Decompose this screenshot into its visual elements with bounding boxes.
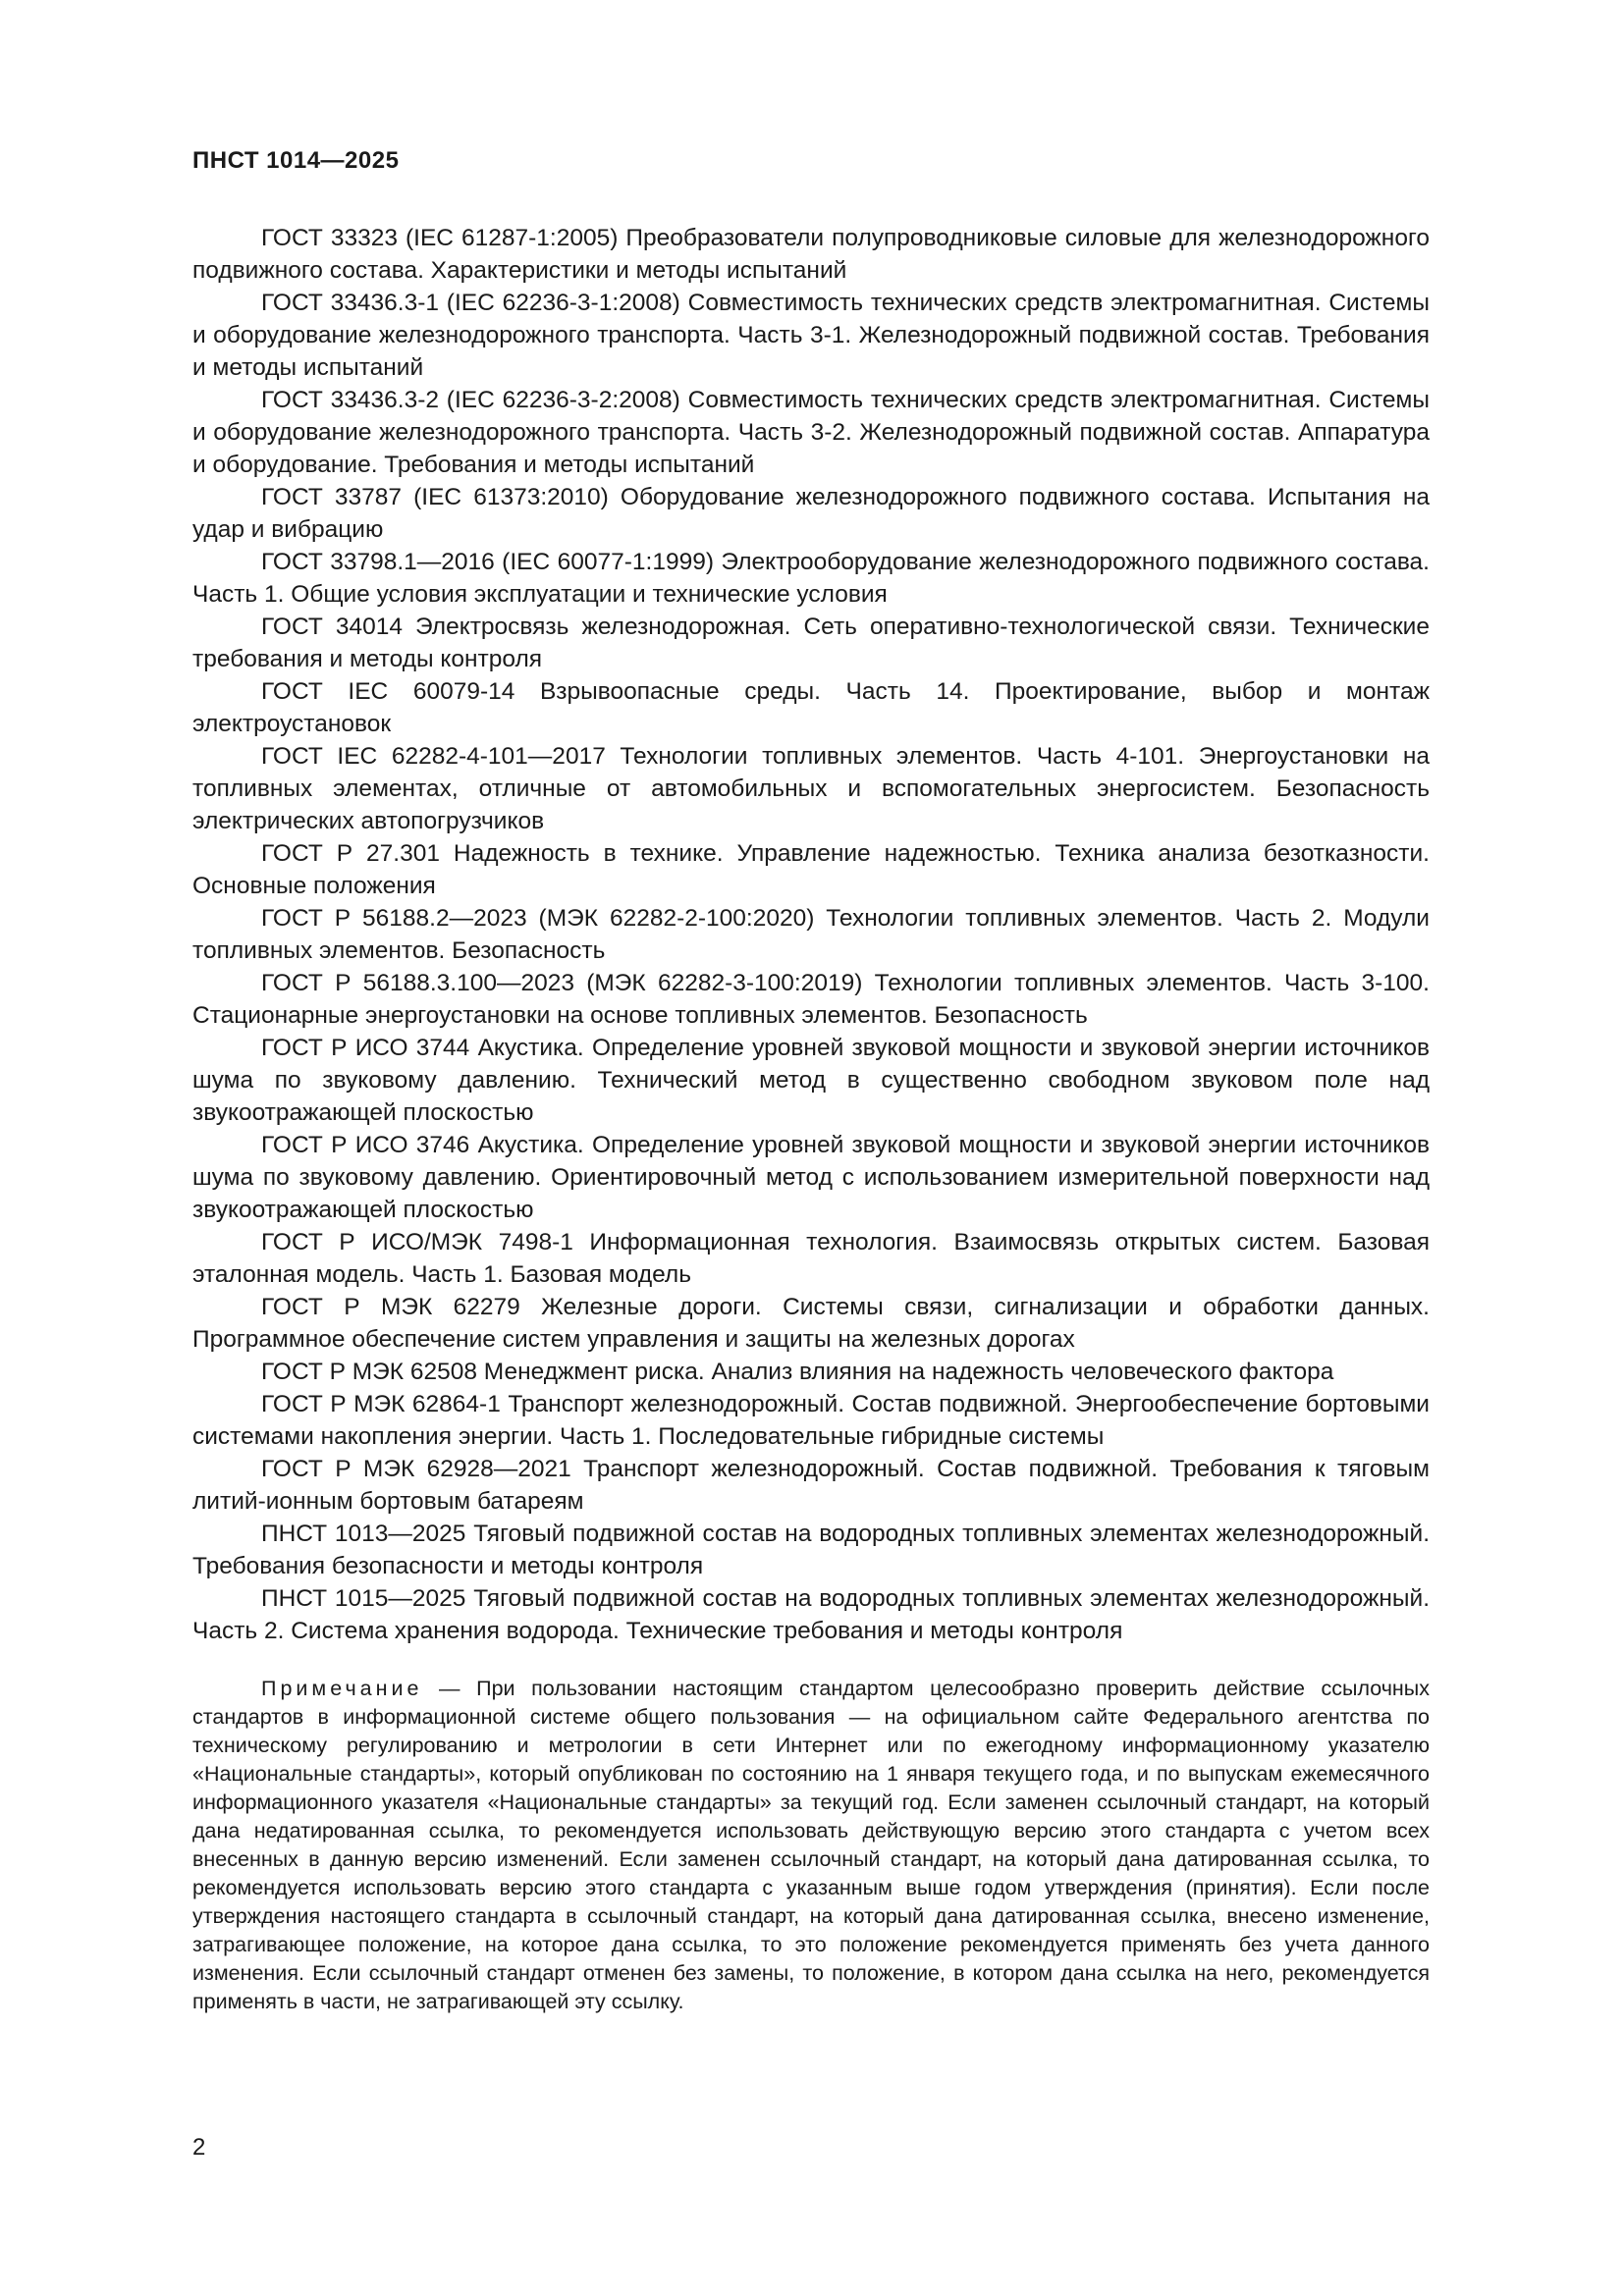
note-text: — При пользовании настоящим стандартом целесообразно проверить действие ссылочных стандартов в информационной системе общего пользования — на официальном сайте Федерального агентства по техническому регулированию и метрологии в сети Интернет или по ежегодному информационному указателю «Национальные стандарты», который опубликован по состоянию на 1 января текущего года, и по выпускам ежемесячного информационного указателя «Национальные стандарты» за текущий год. Если заменен ссылочный стандарт, на который дана недатированная ссылка, то рекомендуется использовать действующую версию этого стандарта с учетом всех внесенных в данную версию изменений. Если заменен ссылочный стандарт, на который дана датированная ссылка, то рекомендуется использовать версию этого стандарта с указанным выше годом утверждения (принятия). Если после утверждения настоящего стандарта в ссылочный стандарт, на который дана датированная ссылка, внесено изменение, затрагивающее положение, на которое дана ссылка, то это положение рекомендуется применять без учета данного изменения. Если ссылочный стандарт отменен без замены, то положение, в котором дана ссылка на него, рекомендуется применять в части, не затрагивающей эту ссылку. [192, 1677, 1430, 2013]
reference-item: ГОСТ 33787 (IEC 61373:2010) Оборудование железнодорожного подвижного состава. Испытания на удар и вибрацию [192, 484, 1430, 543]
reference-item: ГОСТ Р МЭК 62508 Менеджмент риска. Анализ влияния на надежность человеческого фактора [261, 1359, 1334, 1385]
reference-item: ПНСТ 1015—2025 Тяговый подвижной состав на водородных топливных элементах железнодорожный. Часть 2. Система хранения водорода. Технические требования и методы контроля [192, 1585, 1430, 1644]
reference-item: ГОСТ 33436.3-2 (IEC 62236-3-2:2008) Совместимость технических средств электромагнитная. Системы и оборудование железнодорожного транспорта. Часть 3-2. Железнодорожный подвижной состав. Аппаратура и оборудование. Требования и методы испытаний [192, 387, 1430, 478]
reference-item: ГОСТ IEC 62282-4-101—2017 Технологии топливных элементов. Часть 4-101. Энергоустановки на топливных элементах, отличные от автомобильных и вспомогательных энергосистем. Безопасность электрических автопогрузчиков [192, 743, 1430, 834]
reference-item: ГОСТ 33323 (IEC 61287-1:2005) Преобразователи полупроводниковые силовые для железнодорожного подвижного состава. Характеристики и методы испытаний [192, 225, 1430, 284]
reference-item: ГОСТ Р 27.301 Надежность в технике. Управление надежностью. Техника анализа безотказности. Основные положения [192, 840, 1430, 899]
page-number: 2 [192, 2134, 206, 2161]
reference-item: ГОСТ 34014 Электросвязь железнодорожная. Сеть оперативно-технологической связи. Технические требования и методы контроля [192, 614, 1430, 672]
note-label: Примечание [261, 1677, 423, 1700]
page-header-doc-code: ПНСТ 1014—2025 [192, 147, 400, 174]
note-paragraph [192, 1675, 1430, 2016]
reference-item: ГОСТ Р ИСО/МЭК 7498-1 Информационная технология. Взаимосвязь открытых систем. Базовая эталонная модель. Часть 1. Базовая модель [192, 1229, 1430, 1288]
reference-item: ГОСТ Р ИСО 3744 Акустика. Определение уровней звуковой мощности и звуковой энергии источников шума по звуковому давлению. Технический метод в существенно свободном звуковом поле над звукоотражающей плоскостью [192, 1035, 1430, 1126]
reference-item: ГОСТ Р МЭК 62279 Железные дороги. Системы связи, сигнализации и обработки данных. Программное обеспечение систем управления и защиты на железных дорогах [192, 1294, 1430, 1353]
reference-item: ГОСТ Р 56188.2—2023 (МЭК 62282-2-100:2020) Технологии топливных элементов. Часть 2. Модули топливных элементов. Безопасность [192, 905, 1430, 964]
reference-item: ГОСТ Р МЭК 62928—2021 Транспорт железнодорожный. Состав подвижной. Требования к тяговым литий-ионным бортовым батареям [192, 1456, 1430, 1515]
reference-item: ГОСТ 33798.1—2016 (IEC 60077-1:1999) Электрооборудование железнодорожного подвижного состава. Часть 1. Общие условия эксплуатации и технические условия [192, 549, 1430, 608]
reference-item: ГОСТ IEC 60079-14 Взрывоопасные среды. Часть 14. Проектирование, выбор и монтаж электроустановок [192, 678, 1430, 737]
reference-item: ПНСТ 1013—2025 Тяговый подвижной состав на водородных топливных элементах железнодорожный. Требования безопасности и методы контроля [192, 1521, 1430, 1579]
reference-item: ГОСТ 33436.3-1 (IEC 62236-3-1:2008) Совместимость технических средств электромагнитная. Системы и оборудование железнодорожного транспорта. Часть 3-1. Железнодорожный подвижной состав. Требования и методы испытаний [192, 290, 1430, 381]
references-list [192, 222, 1430, 1647]
reference-item: ГОСТ Р ИСО 3746 Акустика. Определение уровней звуковой мощности и звуковой энергии источников шума по звуковому давлению. Ориентировочный метод с использованием измерительной поверхности над звукоотражающей плоскостью [192, 1132, 1430, 1223]
reference-item: ГОСТ Р МЭК 62864-1 Транспорт железнодорожный. Состав подвижной. Энергообеспечение бортовыми системами накопления энергии. Часть 1. Последовательные гибридные системы [192, 1391, 1430, 1450]
reference-item: ГОСТ Р 56188.3.100—2023 (МЭК 62282-3-100:2019) Технологии топливных элементов. Часть 3-100. Стационарные энергоустановки на основе топливных элементов. Безопасность [192, 970, 1430, 1029]
